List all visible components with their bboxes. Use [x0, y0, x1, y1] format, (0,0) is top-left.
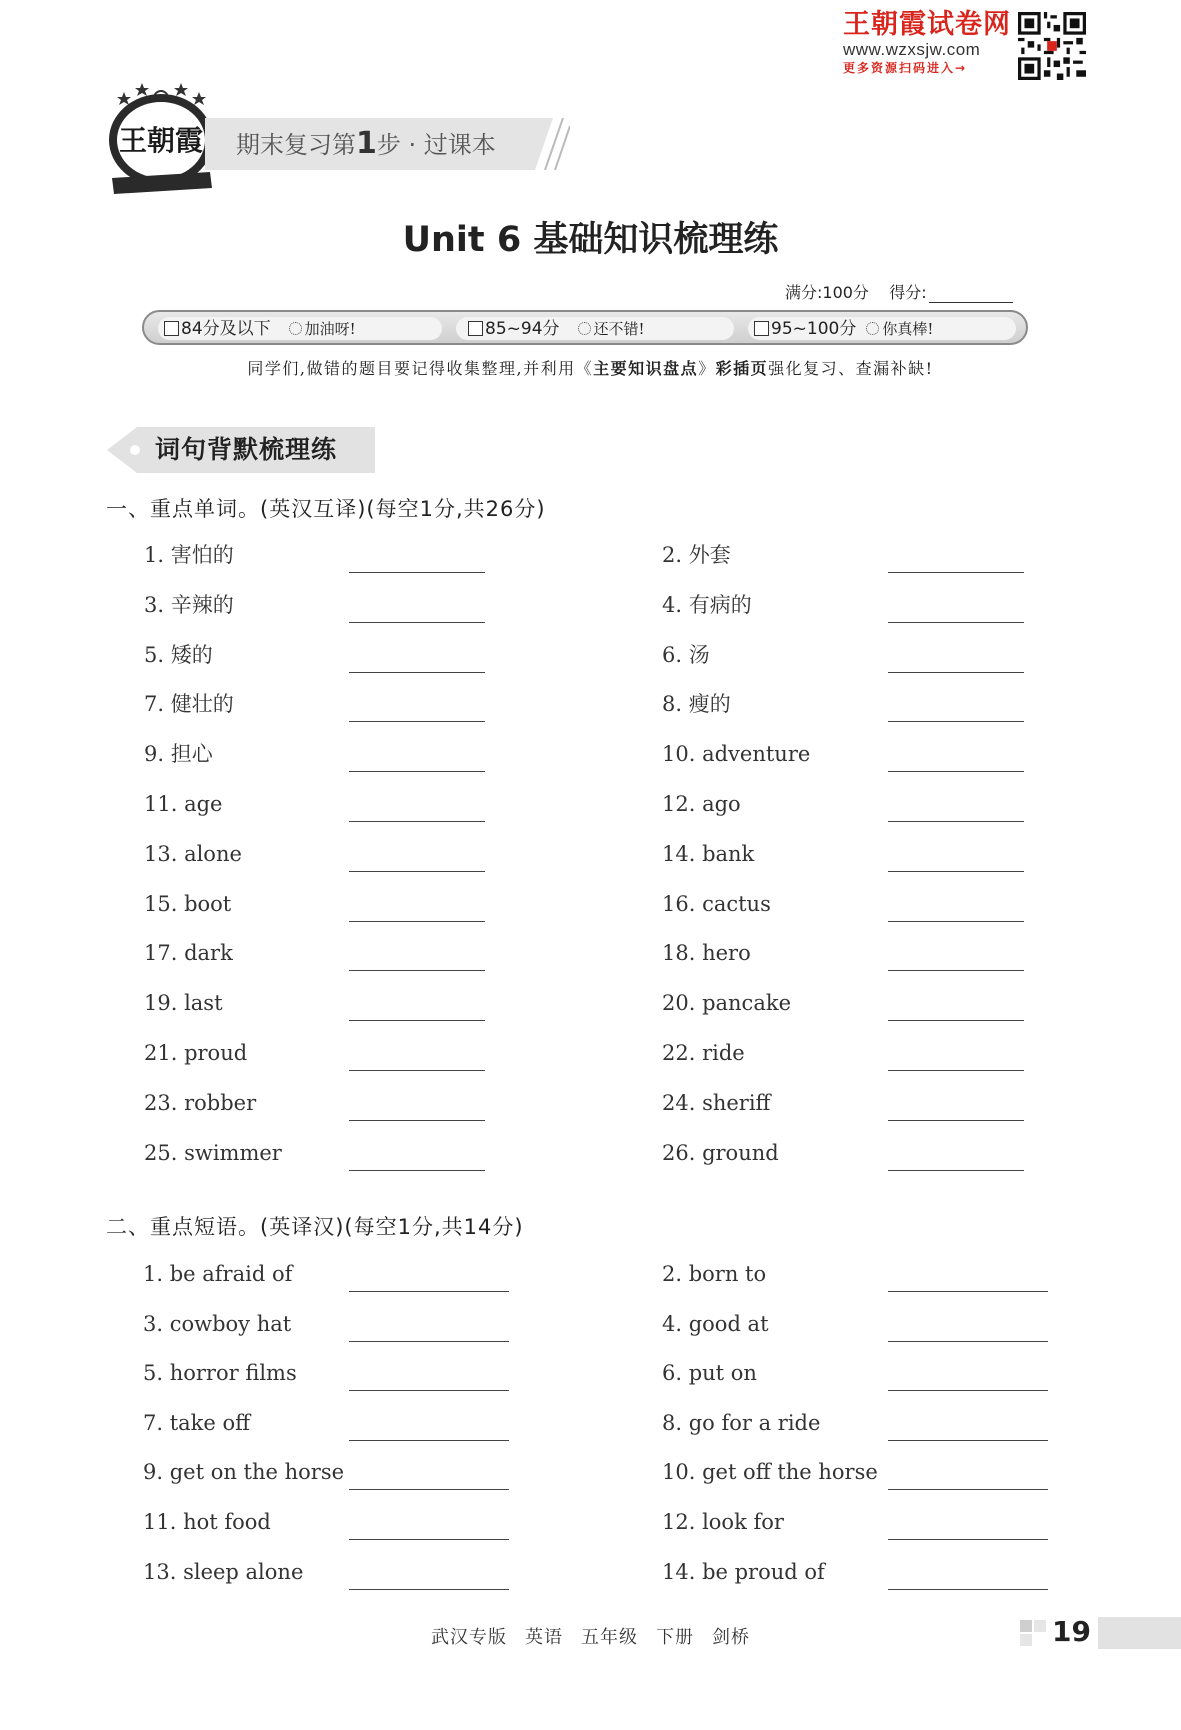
- score-line: [785, 280, 1013, 303]
- answer-blank[interactable]: [888, 871, 1024, 872]
- exercise-item: 19. last: [144, 991, 223, 1016]
- exercise-item: 17. dark: [144, 941, 233, 966]
- answer-blank[interactable]: [349, 1120, 485, 1121]
- exercise-item: 4. 有病的: [662, 592, 752, 617]
- answer-blank[interactable]: [888, 672, 1024, 673]
- answer-blank[interactable]: [349, 622, 485, 623]
- answer-blank[interactable]: [888, 1170, 1024, 1171]
- part1-heading: 一、重点单词。(英汉互译)(每空1分,共26分): [106, 497, 546, 521]
- answer-blank[interactable]: [349, 1291, 509, 1292]
- brand-scan-text: 更多资源扫码进入→: [843, 61, 968, 75]
- exercise-item: 14. bank: [662, 841, 755, 866]
- smile-icon: [578, 322, 591, 335]
- exercise-item: 16. cactus: [662, 891, 771, 916]
- answer-blank[interactable]: [349, 1539, 509, 1540]
- page-tab: [1098, 1617, 1181, 1649]
- grade-checkbox[interactable]: [164, 321, 179, 336]
- grade-option-high[interactable]: 95~100分 你真棒!: [754, 319, 933, 339]
- exercise-item: 3. cowboy hat: [143, 1311, 292, 1336]
- answer-blank[interactable]: [349, 771, 485, 772]
- answer-blank[interactable]: [888, 771, 1024, 772]
- exercise-item: 25. swimmer: [144, 1140, 282, 1165]
- exercise-item: 24. sheriff: [662, 1090, 771, 1115]
- exercise-item: 23. robber: [144, 1090, 257, 1115]
- answer-blank[interactable]: [888, 1489, 1048, 1490]
- answer-blank[interactable]: [349, 572, 485, 573]
- exercise-item: 11. age: [144, 792, 223, 816]
- answer-blank[interactable]: [349, 1070, 485, 1071]
- exercise-item: 1. 害怕的: [144, 543, 234, 567]
- star-smile-icon: [866, 322, 879, 335]
- exercise-item: 20. pancake: [662, 991, 791, 1016]
- exercise-item: 8. go for a ride: [662, 1410, 821, 1435]
- answer-blank[interactable]: [888, 1539, 1048, 1540]
- answer-blank[interactable]: [349, 970, 485, 971]
- score-input[interactable]: [929, 287, 1013, 303]
- exercise-item: 9. get on the horse: [143, 1460, 345, 1485]
- exercise-item: 13. alone: [144, 841, 242, 866]
- answer-blank[interactable]: [888, 1589, 1048, 1590]
- answer-blank[interactable]: [349, 921, 485, 922]
- exercise-item: 5. 矮的: [144, 642, 213, 667]
- exercise-item: 22. ride: [662, 1041, 745, 1065]
- study-reminder: 同学们,做错的题目要记得收集整理,并利用《主要知识盘点》彩插页强化复习、查漏补缺!: [247, 359, 934, 378]
- page-corner-squares: [1020, 1620, 1050, 1650]
- exercise-item: 8. 瘦的: [662, 692, 731, 717]
- exercise-item: 4. good at: [662, 1311, 769, 1336]
- answer-blank[interactable]: [888, 1070, 1024, 1071]
- grade-bar: [142, 310, 1028, 345]
- exercise-item: 26. ground: [662, 1140, 779, 1165]
- answer-blank[interactable]: [888, 821, 1024, 822]
- answer-blank[interactable]: [349, 1589, 509, 1590]
- answer-blank[interactable]: [349, 1390, 509, 1391]
- exercise-item: 12. ago: [662, 792, 741, 816]
- section-title: 词句背默梳理练: [155, 435, 338, 464]
- answer-blank[interactable]: [349, 1341, 509, 1342]
- answer-blank[interactable]: [888, 921, 1024, 922]
- exercise-item: 13. sleep alone: [143, 1559, 304, 1584]
- exercise-item: 6. put on: [662, 1361, 757, 1386]
- exercise-item: 7. take off: [143, 1410, 251, 1435]
- grade-option-mid[interactable]: 85~94分 还不错!: [468, 319, 645, 339]
- svg-text:王朝霞: 王朝霞: [118, 124, 204, 157]
- header-series: [236, 126, 496, 163]
- answer-blank[interactable]: [349, 1440, 509, 1441]
- brand-name: 王朝霞试卷网: [843, 9, 1011, 40]
- answer-blank[interactable]: [349, 871, 485, 872]
- answer-blank[interactable]: [888, 1341, 1048, 1342]
- series-prefix: 期末复习第: [236, 131, 356, 159]
- series-suffix: 步 · 过课本: [376, 131, 496, 159]
- page-title: Unit 6 基础知识梳理练: [402, 220, 779, 260]
- exercise-item: 2. born to: [662, 1262, 767, 1286]
- cheer-icon: [289, 322, 302, 335]
- footer-edition: 武汉专版 英语 五年级 下册 剑桥: [431, 1627, 750, 1648]
- exercise-item: 2. 外套: [662, 543, 731, 567]
- exercise-item: 15. boot: [144, 891, 232, 916]
- exercise-item: 6. 汤: [662, 642, 710, 667]
- part2-heading: 二、重点短语。(英译汉)(每空1分,共14分): [106, 1215, 524, 1239]
- page-number: 19: [1052, 1615, 1091, 1648]
- answer-blank[interactable]: [349, 1489, 509, 1490]
- grade-checkbox[interactable]: [468, 321, 483, 336]
- answer-blank[interactable]: [888, 572, 1024, 573]
- exercise-item: 7. 健壮的: [144, 692, 234, 717]
- exercise-item: 10. adventure: [662, 742, 811, 767]
- grade-option-low[interactable]: 84分及以下 加油呀!: [164, 319, 356, 339]
- answer-blank[interactable]: [888, 622, 1024, 623]
- answer-blank[interactable]: [888, 1390, 1048, 1391]
- score-label: 得分:: [889, 283, 927, 302]
- exercise-item: 1. be afraid of: [143, 1262, 293, 1286]
- exercise-item: 9. 担心: [144, 742, 213, 767]
- exercise-item: 14. be proud of: [662, 1559, 825, 1584]
- answer-blank[interactable]: [349, 1020, 485, 1021]
- exercise-item: 18. hero: [662, 941, 751, 966]
- answer-blank[interactable]: [888, 1291, 1048, 1292]
- brand-url[interactable]: www.wzxsjw.com: [843, 40, 981, 59]
- exercise-item: 10. get off the horse: [662, 1460, 878, 1485]
- brand-block: [843, 10, 1013, 76]
- grade-checkbox[interactable]: [754, 321, 769, 336]
- qr-code-icon[interactable]: [1018, 12, 1086, 80]
- exercise-item: 11. hot food: [143, 1510, 271, 1534]
- exercise-item: 12. look for: [662, 1510, 784, 1534]
- answer-blank[interactable]: [349, 821, 485, 822]
- answer-blank[interactable]: [888, 721, 1024, 722]
- answer-blank[interactable]: [349, 672, 485, 673]
- wang-zhaoxia-logo: [104, 78, 219, 203]
- answer-blank[interactable]: [349, 1170, 485, 1171]
- answer-blank[interactable]: [888, 1120, 1024, 1121]
- full-score-label: 满分:100分: [785, 283, 869, 302]
- answer-blank[interactable]: [888, 1440, 1048, 1441]
- exercise-item: 21. proud: [144, 1041, 248, 1065]
- step-number: 1: [356, 126, 377, 161]
- exercise-item: 5. horror films: [143, 1361, 297, 1386]
- answer-blank[interactable]: [888, 1020, 1024, 1021]
- answer-blank[interactable]: [888, 970, 1024, 971]
- exercise-item: 3. 辛辣的: [144, 592, 234, 617]
- answer-blank[interactable]: [349, 721, 485, 722]
